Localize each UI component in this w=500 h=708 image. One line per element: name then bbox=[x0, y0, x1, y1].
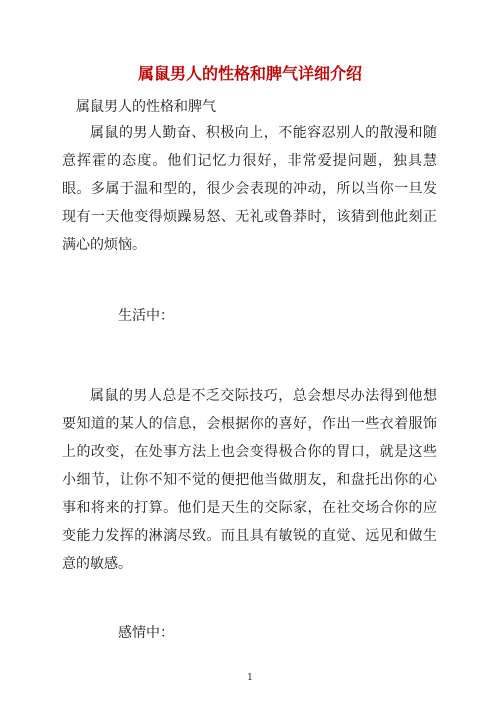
document-title: 属鼠男人的性格和脾气详细介绍 bbox=[137, 64, 362, 83]
section-heading-life: 生活中： bbox=[118, 308, 174, 324]
section-heading-love: 感情中： bbox=[118, 625, 174, 641]
paragraph-intro: 属鼠的男人勤奋、积极向上，不能容忍别人的散漫和随意挥霍的态度。他们记忆力很好，非常爱提问题，独具慧眼。多属于温和型的，很少会表现的冲动，所以当你一旦发现有一天他变得烦躁易怒、无礼或鲁莽时，该猜到他此刻正满心的烦恼。 bbox=[62, 125, 437, 253]
paragraph-life: 属鼠的男人总是不乏交际技巧，总会想尽办法得到他想要知道的某人的信息，会根据你的喜好，作出一些衣着服饰上的改变，在处事方法上也会变得极合你的胃口，就是这些小细节，让你不知不觉的便把他当做朋友，和盘托出你的心事和将来的打算。他们是天生的交际家，在社交场合你的应变能力发挥的淋漓尽致。而且具有敏锐的直觉、远见和做生意的敏感。 bbox=[62, 388, 437, 572]
document-subtitle: 属鼠男人的性格和脾气 bbox=[76, 99, 216, 115]
page-number: 1 bbox=[247, 673, 253, 683]
